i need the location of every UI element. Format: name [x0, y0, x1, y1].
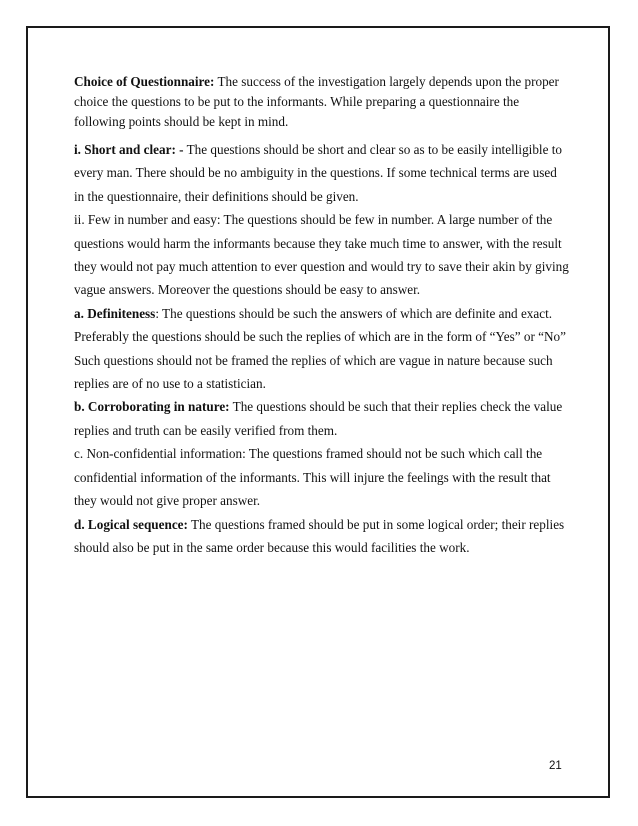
section-text: The questions should be short and clear so as to be easily intelligible to every man. There should be no ambiguity in the questions. If some technical terms are used in the questionnaire, their definitions should be given. [74, 142, 562, 204]
section-short-and-clear [74, 138, 570, 208]
section-heading: i. Short and clear: - [74, 142, 184, 157]
intro-text: The success of the investigation largely depends upon the proper choice the questions to be put to the informants. While preparing a questionnaire the following points should be kept in mind. [74, 74, 559, 129]
intro-paragraph [74, 72, 570, 132]
section-heading: a. Definiteness [74, 305, 156, 321]
section-heading: d. Logical sequence: [74, 516, 188, 532]
section-text: c. Non-confidential information: The questions framed should not be such which call the confidential information of the informants. This will injure the feelings with the result that they would not give proper answer. [74, 446, 551, 509]
section-logical-sequence [74, 513, 570, 560]
section-corroborating [74, 395, 570, 442]
section-text: The questions framed should be put in some logical order; their replies should also be put in the same order because this would facilities the work. [74, 516, 565, 555]
section-definiteness [74, 302, 570, 396]
section-heading: b. Corroborating in nature: [74, 399, 230, 415]
section-text: ii. Few in number and easy: The questions should be few in number. A large number of the questions would harm the informants because they take much time to answer, with the result they would not pay much attention to ever question and would try to save their akin by giving vague answers. Moreover the questions should be easy to answer. [74, 212, 569, 298]
section-text: The questions should be such that their replies check the value replies and truth can be easily verified from them. [74, 399, 563, 438]
section-non-confidential [74, 442, 570, 512]
section-text: : The questions should be such the answers of which are definite and exact. Preferably the questions should be such the replies of which are in the form of “Yes” or “No” Such questions should not be framed the replies of which are vague in nature because such replies are of no use to a statistician. [74, 305, 566, 392]
document-body [74, 72, 570, 559]
section-few-in-number [74, 208, 570, 302]
intro-heading: Choice of Questionnaire: [74, 74, 215, 89]
page-number: 21 [549, 760, 562, 772]
